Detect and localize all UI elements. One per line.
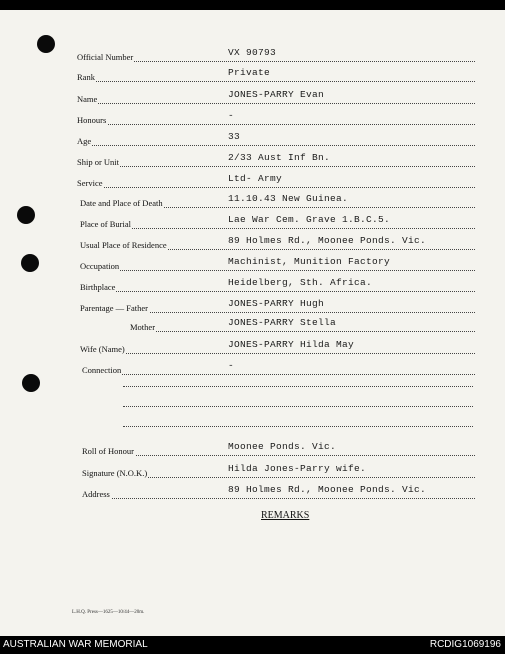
field-row-birthplace (0, 278, 505, 294)
field-label: Wife (Name) (80, 344, 125, 354)
field-row-father (0, 299, 505, 315)
field-row-burial (0, 215, 505, 231)
field-value: 2/33 Aust Inf Bn. (228, 152, 331, 163)
field-label: Name (77, 94, 98, 104)
field-label: Official Number (77, 52, 134, 62)
field-label: Birthplace (80, 282, 116, 292)
footer-institution: AUSTRALIAN WAR MEMORIAL (3, 639, 148, 650)
field-row-service (0, 174, 505, 190)
field-label: Usual Place of Residence (80, 240, 167, 250)
field-label: Occupation (80, 261, 120, 271)
field-value: 89 Holmes Rd., Moonee Ponds. Vic. (228, 484, 427, 495)
field-row-wife (0, 340, 505, 356)
footer-bar (0, 636, 505, 654)
field-row-honours (0, 111, 505, 127)
field-row-signature (0, 464, 505, 480)
field-value: 89 Holmes Rd., Moonee Ponds. Vic. (228, 235, 427, 246)
field-label: Place of Burial (80, 219, 131, 229)
field-row-mother (0, 318, 505, 334)
field-row-age (0, 132, 505, 148)
record-card (0, 10, 505, 636)
field-label: Mother (130, 322, 156, 332)
field-label: Roll of Honour (82, 446, 134, 456)
field-label: Honours (77, 115, 107, 125)
field-value: JONES-PARRY Hilda May (228, 339, 355, 350)
field-row-official-number (0, 48, 505, 64)
field-label: Connection (82, 365, 122, 375)
field-label: Date and Place of Death (80, 198, 163, 208)
printer-note: L.H.Q. Press—1625—10/44—20m. (72, 610, 145, 615)
field-value: - (228, 110, 235, 121)
field-value: Moonee Ponds. Vic. (228, 441, 337, 452)
field-row-address (0, 485, 505, 501)
field-value: Machinist, Munition Factory (228, 256, 391, 267)
field-value: VX 90793 (228, 47, 277, 58)
field-value: JONES-PARRY Stella (228, 317, 337, 328)
field-row-occupation (0, 257, 505, 273)
field-row-residence (0, 236, 505, 252)
field-label: Service (77, 178, 103, 188)
remarks-heading: REMARKS (261, 510, 310, 521)
field-label: Address (82, 489, 110, 499)
field-value: JONES-PARRY Hugh (228, 298, 325, 309)
field-label: Ship or Unit (77, 157, 120, 167)
field-row-roll (0, 442, 505, 458)
field-value: 33 (228, 131, 241, 142)
field-value: Private (228, 67, 271, 78)
field-value: JONES-PARRY Evan (228, 89, 325, 100)
field-label: Age (77, 136, 92, 146)
field-label: Signature (N.O.K.) (82, 468, 148, 478)
field-value: Heidelberg, Sth. Africa. (228, 277, 373, 288)
field-value: Hilda Jones-Parry wife. (228, 463, 367, 474)
field-row-rank (0, 68, 505, 84)
field-row-ship-or-unit (0, 153, 505, 169)
footer-record-id: RCDIG1069196 (429, 639, 501, 650)
field-value: Ltd- Army (228, 173, 283, 184)
field-value: 11.10.43 New Guinea. (228, 193, 349, 204)
field-label: Parentage — Father (80, 303, 148, 313)
field-value: Lae War Cem. Grave 1.B.C.5. (228, 214, 391, 225)
field-row-death (0, 194, 505, 210)
field-label: Rank (77, 72, 95, 82)
field-row-name (0, 90, 505, 106)
field-value: - (228, 360, 235, 371)
